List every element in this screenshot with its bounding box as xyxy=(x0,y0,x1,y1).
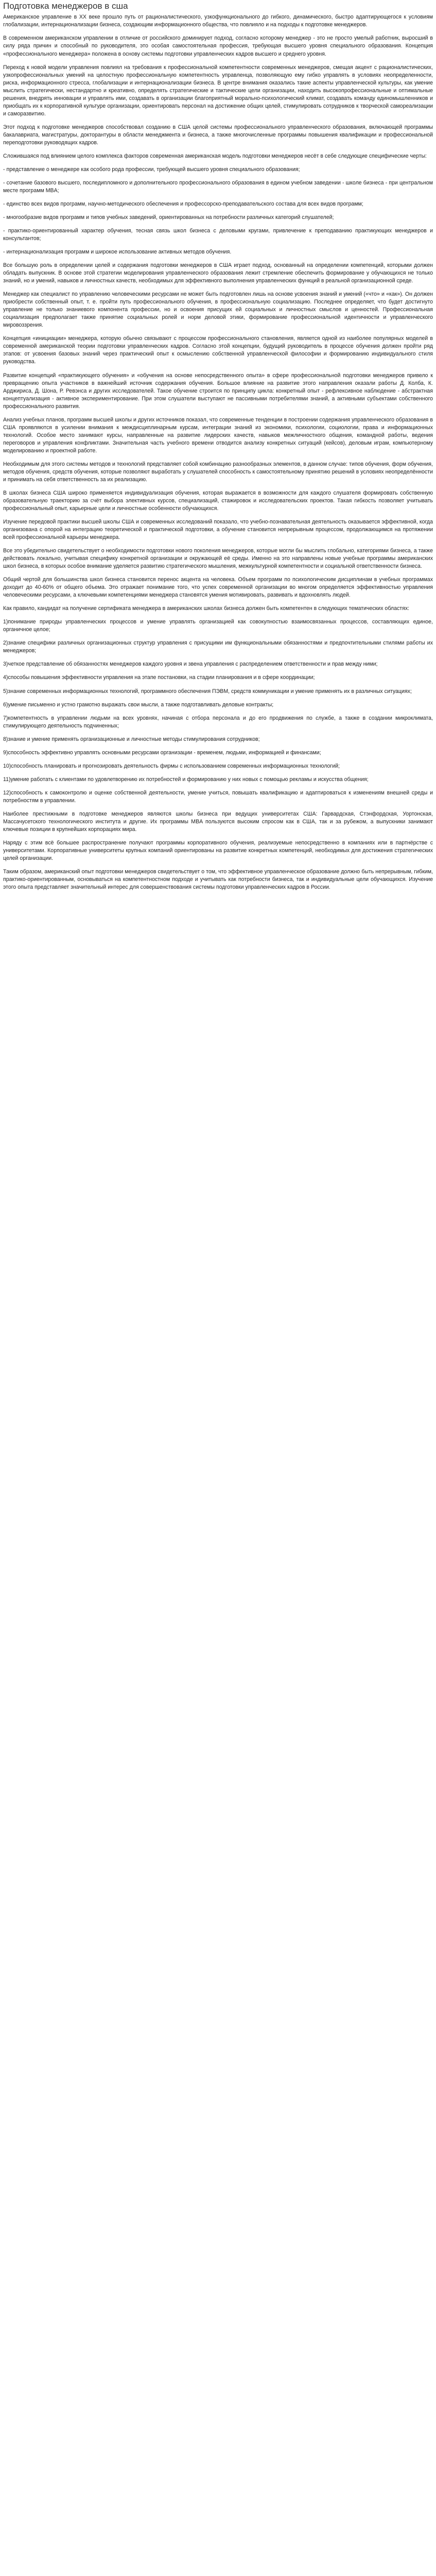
article-paragraph: 10)способность планировать и прогнозировать деятельность фирмы с использованием современных информационных технологий; xyxy=(3,762,340,769)
article-paragraph: - сочетание базового высшего, последипломного и дополнительного профессионального образования в едином учебном заведении - школе бизнеса - при центральном месте программ MBA; xyxy=(3,179,433,194)
article-page xyxy=(0,0,436,902)
article-title: Подготовка менеджеров в сша xyxy=(3,1,128,11)
article-paragraph: 12)способность к самоконтролю и оценке собственной деятельности, умение учиться, повышать квалификацию и адаптироваться к изменениям внешней среды и потребностям в управлении. xyxy=(3,789,433,804)
article-paragraph: Необходимым для этого системы методов и технологий представляет собой комбинацию разнообразных элементов, в данном случае: типов обучения, форм обучения, методов обучения, средств обучения, которые позволяют выработать у слушателей способность к самостоятельному принятию решений в условиях неопределённости и принимать на себя ответственность за их реализацию. xyxy=(3,461,433,483)
article-paragraph: - представление о менеджере как особого рода профессии, требующей высшего уровня специального образования; xyxy=(3,166,300,173)
article-paragraph: Таким образом, американский опыт подготовки менеджеров свидетельствует о том, что эффективное управленческое образование должно быть непрерывным, гибким, практико-ориентированным, основываться на компетентностном подходе и учитывать как потребности бизнеса, так и индивидуальные цели обучающихся. Изучение этого опыта представляет значительный интерес для совершенствования системы подготовки управленческих кадров в России. xyxy=(3,869,433,891)
article-paragraph: Наряду с этим всё большее распространение получают программы корпоративного обучения, реализуемые непосредственно в компаниях или в партнёрстве с университетами. Корпоративные университеты крупных компаний ориентированы на развитие конкретных компетенций, необходимых для достижения стратегических целей организации. xyxy=(3,839,433,861)
article-paragraph: Этот подход к подготовке менеджеров способствовал созданию в США целой системы профессионального управленческого образования, включающей программы бакалавриата, магистратуры, докторантуры в области менеджмента и бизнеса, а также многочисленные программы повышения квалификации и профессиональной переподготовки руководящих кадров. xyxy=(3,124,433,146)
article-paragraph: Все большую роль в определении целей и содержания подготовки менеджеров в США играет подход, основанный на определении компетенций, которыми должен обладать выпускник. В основе этой стратегии моделирования управленческого образования лежит стремление обеспечить формирование у обучающихся не только знаний, но и умений, навыков и личностных качеств, необходимых для эффективного выполнения управленческих функций в реальной организационной среде. xyxy=(3,262,433,284)
article-paragraph: 9)способность эффективно управлять основными ресурсами организации - временем, людьми, информацией и финансами; xyxy=(3,749,321,756)
article-paragraph: 3)четкое представление об обязанностях менеджеров каждого уровня и звена управления с распределением ответственности и прав между ними; xyxy=(3,661,378,668)
article-paragraph: 2)знание специфики различных организационных структур управления с присущими им функциональными обязанностями и предпочтительными стилями работы их менеджеров; xyxy=(3,640,433,654)
article-paragraph: Сложившаяся под влиянием целого комплекса факторов современная американская модель подготовки менеджеров несёт в себе следующие специфические черты: xyxy=(3,152,427,159)
article-paragraph: - интернационализация программ и широкое использование активных методов обучения. xyxy=(3,249,232,256)
article-paragraph: 11)умение работать с клиентами по удовлетворению их потребностей и формированию у них новых с помощью рекламы и искусства общения; xyxy=(3,776,369,783)
article-paragraph: Развитие концепций «практикующего обучения» и «обучения на основе непосредственного опыта» в сфере профессиональной подготовки менеджеров привело к превращению опыта участников в важнейший источник содержания обучения. Большое влияние на развитие этого направления оказали работы Д. Колба, К. Арджириса, Д. Шона, Р. Ревэнса и других исследователей. Такое обучение строится по принципу цикла: конкретный опыт - рефлексивное наблюдение - абстрактная концептуализация - активное экспериментирование. При этом слушатели выступают не пассивными потребителями знаний, а активными субъектами собственного профессионального развития. xyxy=(3,372,433,410)
article-paragraph: 1)понимание природы управленческих процессов и умение управлять организацией как совокупностью взаимосвязанных процессов, составляющих единое, органичное целое; xyxy=(3,619,433,633)
article-paragraph: Все это убедительно свидетельствует о необходимости подготовки нового поколения менеджеров, которые могли бы мыслить глобально, категориями бизнеса, а также действовать локально, учитывая специфику конкретной организации и окружающей её среды. Именно на это направлены новые учебные программы американских школ бизнеса, в которых особое внимание уделяется развитию стратегического мышления, межкультурной компетентности и социальной ответственности бизнеса. xyxy=(3,548,433,570)
article-paragraph: Изучение передовой практики высшей школы США и современных исследований показало, что учебно-познавательная деятельность оказывается эффективной, когда организована с опорой на интеграцию теоретической и практической подготовки, а обучение становится непрерывным процессом, продолжающимся на протяжении всей профессиональной карьеры менеджера. xyxy=(3,519,433,541)
article-paragraph: - многообразие видов программ и типов учебных заведений, ориентированных на потребности различных категорий слушателей; xyxy=(3,214,334,221)
article-paragraph: Американское управление в XX веке прошло путь от рационалистического, узкофункционального до гибкого, динамического, быстро адаптирующегося к условиям глобализации, интернационализации бизнеса, создающим информационного общества, что повлияло и на подходы к подготовке менеджеров. xyxy=(3,14,433,28)
article-paragraph: 6)умение письменно и устно грамотно выражать свои мысли, а также подготавливать деловые контракты; xyxy=(3,701,274,708)
article-paragraph: 4)способы повышения эффективности управления на этапе постановки, на стадии планирования и в сфере координации; xyxy=(3,674,315,681)
article-paragraph: 7)компетентность в управлении людьми на всех уровнях, начиная с отбора персонала и до его продвижения по службе, а также в создании микроклимата, стимулирующего деятельность подчиненных; xyxy=(3,715,433,729)
article-paragraph: 8)знание и умение применять организационные и личностные методы стимулирования сотрудников; xyxy=(3,736,260,742)
article-paragraph: Менеджер как специалист по управлению человеческими ресурсами не может быть подготовлен лишь на основе усвоения знаний и умений («что» и «как»). Он должен приобрести собственный опыт, т. е. пройти путь профессионального обучения, в профессиональную социализацию. Последнее определяет, что будет достигнуто управление не только знаниевого компонента профессии, но и освоения присущих ей социальных и личностных смыслов и ценностей. Профессиональная социализация предполагает также принятие социальных ролей и норм деловой этики, формирование профессиональной идентичности и управленческого мировоззрения. xyxy=(3,291,433,329)
article-paragraph: Как правило, кандидат на получение сертификата менеджера в американских школах бизнеса должен быть компетентен в следующих тематических областях: xyxy=(3,605,410,612)
article-paragraph: Анализ учебных планов, программ высшей школы и других источников показал, что современные тенденции в построении содержания управленческого образования в США проявляются в усилении внимания к междисциплинарным курсам, интеграции знаний из экономики, психологии, социологии, права и информационных технологий. Особое место занимают курсы, направленные на развитие лидерских качеств, навыков межличностного общения, командной работы, ведения переговоров и управления конфликтами. Значительная часть учебного времени отводится анализу конкретных ситуаций (кейсов), деловым играм, компьютерному моделированию и проектной работе. xyxy=(3,416,433,454)
article-paragraph: В современном американском управлении в отличие от российского доминирует подход, согласно которому менеджер - это не просто умелый работник, выросший в силу ряда причин и способный по руководителя, это особая самостоятельная профессия, требующая высшего уровня специального образования. Концепция «профессионального менеджера» положена в основу системы подготовки управленческих кадров высшего и среднего уровня. xyxy=(3,35,433,57)
article-paragraph: В школах бизнеса США широко применяется индивидуализация обучения, которая выражается в возможности для каждого слушателя формировать собственную образовательную траекторию за счёт выбора элективных курсов, специализаций, стажировок и исследовательских проектов. Такая гибкость позволяет учитывать профессиональный опыт, карьерные цели и личностные особенности обучающихся. xyxy=(3,489,433,512)
article-paragraph: - практико-ориентированный характер обучения, тесная связь школ бизнеса с деловыми кругами, привлечение к преподаванию практикующих менеджеров и консультантов; xyxy=(3,228,433,242)
article-paragraph: Общий чертой для большинства школ бизнеса становится перенос акцента на человека. Объем программ по психологическим дисциплинам в учебных программах доходит до 40-60% от общего объема. Это отражает понимание того, что успех современной организации во многом определяется эффективностью управления человеческими ресурсами, а ключевыми компетенциями менеджера становятся умения мотивировать, развивать и вдохновлять людей. xyxy=(3,577,433,599)
article-paragraph: Переход к новой модели управления повлиял на требования к профессиональной компетентности современных менеджеров, смещая акцент с рационалистических, узкопрофессиональных умений на целостную профессиональную компетентность управленца, позволяющую ему гибко управлять в условиях неопределенности, риска, информационного стресса, глобализации и интернационализации бизнеса. В центре внимания оказались такие аспекты управленческой культуры, как умение мыслить стратегически, нестандартно и креативно, определять стратегические и тактические цели организации, находить высокопрофессиональные и оптимальные решения, внедрять инновации и управлять ими, создавать в организации благоприятный морально-психологический климат, создавать команду единомышленников и приобщать их к корпоративной культуре организации, ориентировать персонал на достижение общих целей, стимулировать сотрудников к творческой самореализации и саморазвитию. xyxy=(3,64,433,117)
article-paragraph: 5)знание современных информационных технологий, программного обеспечения ПЭВМ, средств коммуникации и умение применять их в различных ситуациях; xyxy=(3,688,412,694)
article-paragraph: Концепция «инициации» менеджера, которую обычно связывают с процессом профессионального становления, является одной из наиболее популярных моделей в современной американской теории подготовки управленческих кадров. Согласно этой концепции, будущий руководитель в процессе обучения должен пройти ряд этапов: от усвоения базовых знаний через практический опыт к осмыслению собственной управленческой философии и формированию индивидуального стиля руководства. xyxy=(3,335,433,365)
article-body xyxy=(3,13,433,891)
article-paragraph: - единство всех видов программ, научно-методического обеспечения и профессорско-преподавательского состава для всех видов программ; xyxy=(3,200,363,207)
article-paragraph: Наиболее престижными в подготовке менеджеров являются школы бизнеса при ведущих университетах США: Гарвардская, Стэнфордская, Уортонская, Массачусетского технологического института и другие. Их программы MBA пользуются высоким спросом как в США, так и за рубежом, а выпускники занимают ключевые позиции в крупнейших корпорациях мира. xyxy=(3,810,433,833)
